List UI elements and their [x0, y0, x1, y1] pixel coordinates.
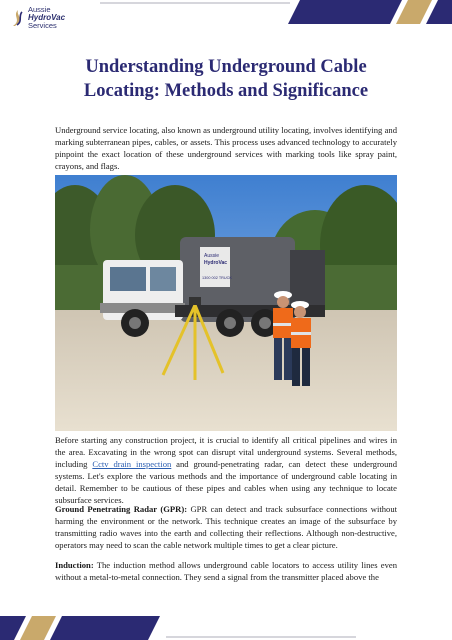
truck-text-1: Aussie [204, 253, 220, 259]
logo-line-3: Services [28, 21, 57, 30]
company-logo[interactable] [10, 6, 100, 32]
logo-line-2: HydroVac [28, 13, 66, 22]
title-line-1: Understanding Underground Cable [85, 57, 367, 77]
gpr-text: GPR can detect and track subsurface connections without harming the environment or the network. This technique creates an image of the subsurface by transmitting radio waves into the earth and collecting their reflections. Although non-destructive, operators may need to scan the cable network multiple times to get a clear picture. [55, 504, 398, 550]
gpr-paragraph [55, 503, 397, 551]
induction-text: The induction method allows underground cable locators to access utility lines even without a metal-to-metal connection. They send a signal from the transmitter placed above the [55, 560, 397, 582]
induction-paragraph [55, 559, 397, 583]
truck-text-3: 1300 002 TRUCK [202, 276, 232, 280]
footer-navy-stripe-2 [50, 616, 160, 640]
title-line-2: Locating: Methods and Significance [83, 81, 369, 101]
site-photo [55, 175, 397, 431]
intro-paragraph: Underground service locating, also known as underground utility locating, involves identifying and marking subterranean pipes, cables, or assets. This process uses advanced technology to accurately pinpoint the exact location of these underground services with marking tools like spray paint, crayons, and flags. [55, 125, 397, 171]
context-text-b: and ground-penetrating radar, can detect these underground systems. Let's explore the various methods and the importance of underground cable locating in detail. Remember to be cautious of these pipes and cables when using any technique to locate subsurface services. [55, 459, 397, 505]
header-gold-stripe [396, 0, 432, 24]
induction-label: Induction: [55, 560, 94, 570]
context-text-a: Before starting any construction project, it is crucial to identify all critical pipelines and wires in the area. Excavating in the wrong spot can disrupt vital underground systems. Several methods, including [55, 435, 397, 469]
footer-band [0, 614, 452, 640]
truck-text-2: HydroVac [204, 260, 228, 266]
cctv-inspection-link[interactable]: Cctv drain inspection [92, 459, 172, 469]
logo-line-1: Aussie [28, 5, 51, 14]
context-paragraph [55, 434, 397, 506]
footer-gold-stripe [20, 616, 56, 640]
logo-swirl-icon [10, 8, 26, 28]
page-title [40, 55, 412, 103]
header-navy-stripe [288, 0, 402, 24]
gpr-label: Ground Penetrating Radar (GPR): [55, 504, 188, 514]
